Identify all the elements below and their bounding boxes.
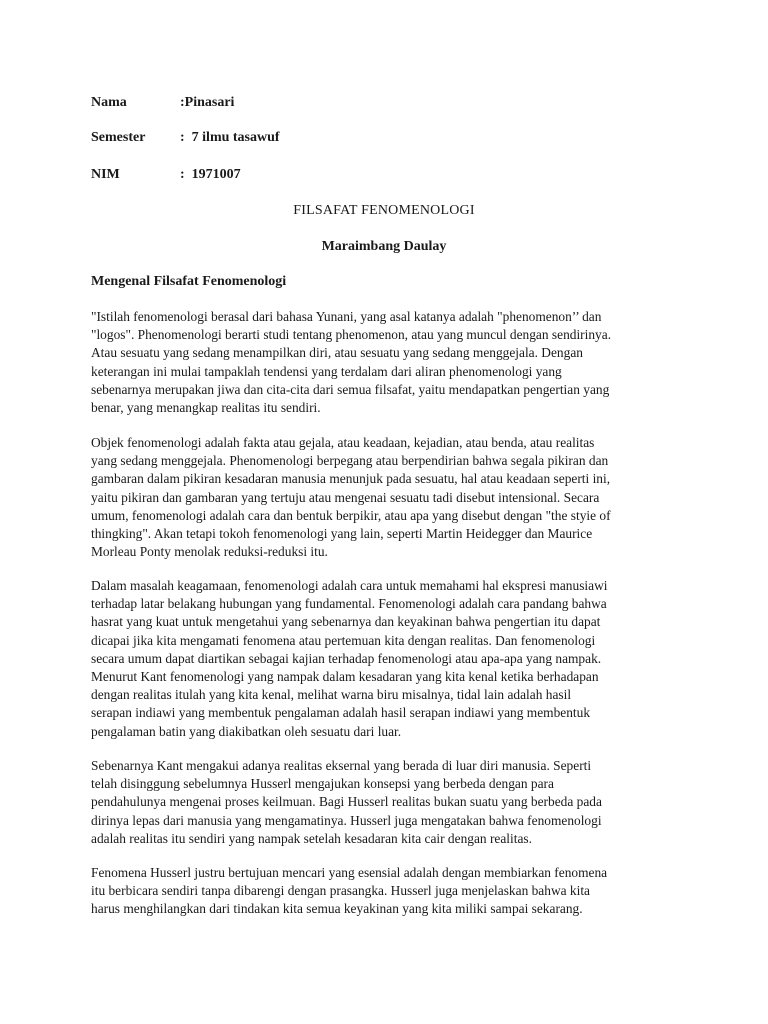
paragraph-line: yaitu pikiran dan gambaran yang tertuju atau mengenai sesuatu tadi disebut intensional. Secara (91, 489, 600, 505)
paragraph-line: Sebenarnya Kant mengakui adanya realitas eksernal yang berada di luar diri manusia. Seperti (91, 758, 592, 773)
paragraph-line: Fenomena Husserl justru bertujuan mencari yang esensial adalah dengan membiarkan fenomena (91, 865, 608, 880)
document-author: Maraimbang Daulay (321, 239, 447, 254)
semester-label: Semester (91, 130, 146, 145)
student-semester-row (91, 129, 280, 147)
paragraph-line: Morleau Ponty menolak reduksi-reduksi itu. (91, 544, 328, 560)
document-title: FILSAFAT FENOMENOLOGI (293, 203, 475, 218)
paragraph-line: dengan realitas itulah yang kita kenal, melihat warna biru misalnya, tidal lain adalah hasil (91, 687, 572, 703)
student-nim-row (91, 166, 241, 184)
nim-value: : 1971007 (180, 167, 241, 182)
paragraph-line: harus menghilangkan dari tindakan kita semua keyakinan yang kita miliki sampai sekarang. (91, 901, 583, 917)
name-value: :Pinasari (180, 95, 235, 110)
paragraph-line: pengalaman batin yang diakibatkan oleh sesuatu dari luar. (91, 723, 402, 739)
paragraph-line: dirinya lepas dari manusia yang mengamatinya. Husserl juga mengatakan bahwa fenomenologi (91, 812, 602, 828)
paragraph-line: yang sedang menggejala. Phenomenologi berpegang atau berpendirian bahwa segala pikiran dan (91, 453, 609, 469)
nim-label: NIM (91, 167, 120, 182)
section-heading: Mengenal Filsafat Fenomenologi (91, 274, 287, 289)
student-name-row (91, 94, 234, 112)
paragraph-line: sebenarnya merupakan jiwa dan cita-cita dari semua filsafat, yaitu mendapatkan pengertian yang (91, 381, 610, 397)
paragraph-line: "Istilah fenomenologi berasal dari bahasa Yunani, yang asal katanya adalah "phenomenon’’ dan (91, 309, 602, 324)
paragraph-line: dicapai jika kita mengamati fenomena atau pertemuan kita dengan realitas. Dan fenomenologi (91, 632, 596, 648)
paragraph-line: pendahulunya mengenai proses keilmuan. Bagi Husserl realitas bukan suatu yang berbeda pada (91, 794, 602, 810)
paragraph-line: telah disinggung sebelumnya Husserl mengajukan konsepsi yang berbeda dengan para (91, 776, 554, 792)
paragraph-line: thingking". Akan tetapi tokoh fenomenologi yang lain, seperti Martin Heidegger dan Maurice (91, 526, 593, 542)
paragraph-line: secara umum dapat diartikan sebagai kajian terhadap fenomenologi atau apa-apa yang nampak. (91, 650, 602, 666)
paragraph-line: "logos". Phenomenologi berarti studi tentang phenomenon, atau yang muncul dengan sendirinya. (91, 327, 612, 343)
paragraph-line: itu berbicara sendiri tanpa dibarengi dengan prasangka. Husserl juga menjelaskan bahwa kita (91, 883, 590, 899)
paragraph-line: terhadap latar belakang hubungan yang fundamental. Fenomenologi adalah cara pandang bahwa (91, 596, 607, 612)
paragraph-line: benar, yang menangkap realitas itu sendiri. (91, 400, 321, 416)
paragraph-5 (91, 864, 691, 919)
paragraph-2 (91, 434, 691, 561)
paragraph-line: Dalam masalah keagamaan, fenomenologi adalah cara untuk memahami hal ekspresi manusiawi (91, 578, 608, 593)
paragraph-line: Objek fenomenologi adalah fakta atau gejala, atau keadaan, kejadian, atau benda, atau realitas (91, 435, 595, 450)
paragraph-4 (91, 757, 691, 848)
paragraph-line: adalah realitas itu sendiri yang nampak setelah kesadaran kita cair dengan realitas. (91, 830, 532, 846)
paragraph-line: hasrat yang kuat untuk mengetahui yang sebenarnya dan keyakinan bahwa pengertian itu dapat (91, 614, 601, 630)
paragraph-line: umum, fenomenologi adalah cara dan bentuk berpikir, atau apa yang disebut dengan "the styie of (91, 507, 611, 523)
paragraph-3 (91, 577, 691, 741)
paragraph-line: Atau sesuatu yang sedang menampilkan diri, atau sesuatu yang sedang menggejala. Dengan (91, 345, 583, 361)
paragraph-1 (91, 308, 691, 417)
paragraph-line: serapan indiawi yang membentuk pengalaman adalah hasil serapan indiawi yang membentuk (91, 705, 591, 721)
paragraph-line: keterangan ini mulai tampaklah tendensi yang terdalam dari aliran phenomenologi yang (91, 363, 562, 379)
paragraph-line: Menurut Kant fenomenologi yang nampak dalam kesadaran yang kita kenal ketika berhadapan (91, 669, 599, 685)
semester-value: : 7 ilmu tasawuf (180, 130, 280, 145)
name-label: Nama (91, 95, 127, 110)
paragraph-line: gambaran dalam pikiran kesadaran manusia menunjuk pada sesuatu, hal atau keadaan seperti ini, (91, 471, 611, 487)
